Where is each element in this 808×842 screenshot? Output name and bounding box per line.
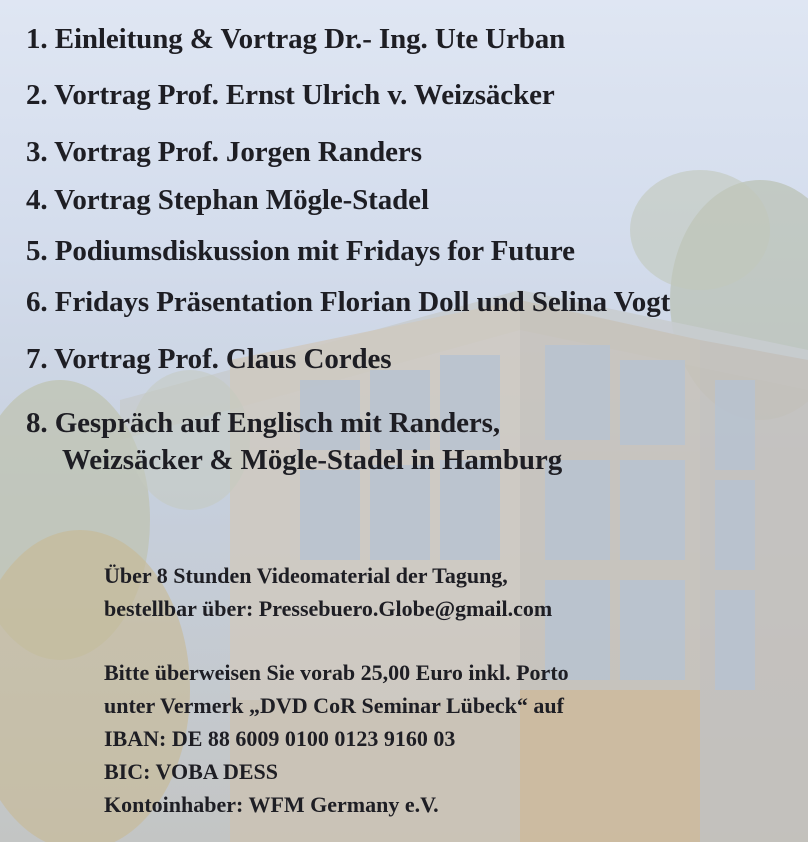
agenda-item-5: 5. Podiumsdiskussion mit Fridays for Future xyxy=(26,235,575,267)
payment-bic: BIC: VOBA DESS xyxy=(104,759,278,784)
video-info-line1: Über 8 Stunden Videomaterial der Tagung, xyxy=(104,563,508,588)
agenda-item-7: 7. Vortrag Prof. Claus Cordes xyxy=(26,343,392,375)
payment-holder: Kontoinhaber: WFM Germany e.V. xyxy=(104,792,439,817)
agenda-item-6: 6. Fridays Präsentation Florian Doll und Selina Vogt xyxy=(26,286,671,318)
video-info-line2: bestellbar über: Pressebuero.Globe@gmail.com xyxy=(104,596,553,621)
agenda-item-2: 2. Vortrag Prof. Ernst Ulrich v. Weizsäcker xyxy=(26,79,555,111)
video-info xyxy=(104,559,552,625)
agenda-item-8 xyxy=(26,406,562,477)
agenda-item-1: 1. Einleitung & Vortrag Dr.- Ing. Ute Urban xyxy=(26,23,566,55)
payment-info xyxy=(104,656,569,821)
payment-info-line1: Bitte überweisen Sie vorab 25,00 Euro inkl. Porto xyxy=(104,660,569,685)
payment-info-line2: unter Vermerk „DVD CoR Seminar Lübeck“ auf xyxy=(104,693,564,718)
agenda-item-3: 3. Vortrag Prof. Jorgen Randers xyxy=(26,136,422,168)
agenda-item-8-line1: 8. Gespräch auf Englisch mit Randers, xyxy=(26,407,501,439)
agenda-item-8-line2: Weizsäcker & Mögle-Stadel in Hamburg xyxy=(62,444,563,476)
payment-iban: IBAN: DE 88 6009 0100 0123 9160 03 xyxy=(104,726,456,751)
agenda-item-4: 4. Vortrag Stephan Mögle-Stadel xyxy=(26,184,429,216)
